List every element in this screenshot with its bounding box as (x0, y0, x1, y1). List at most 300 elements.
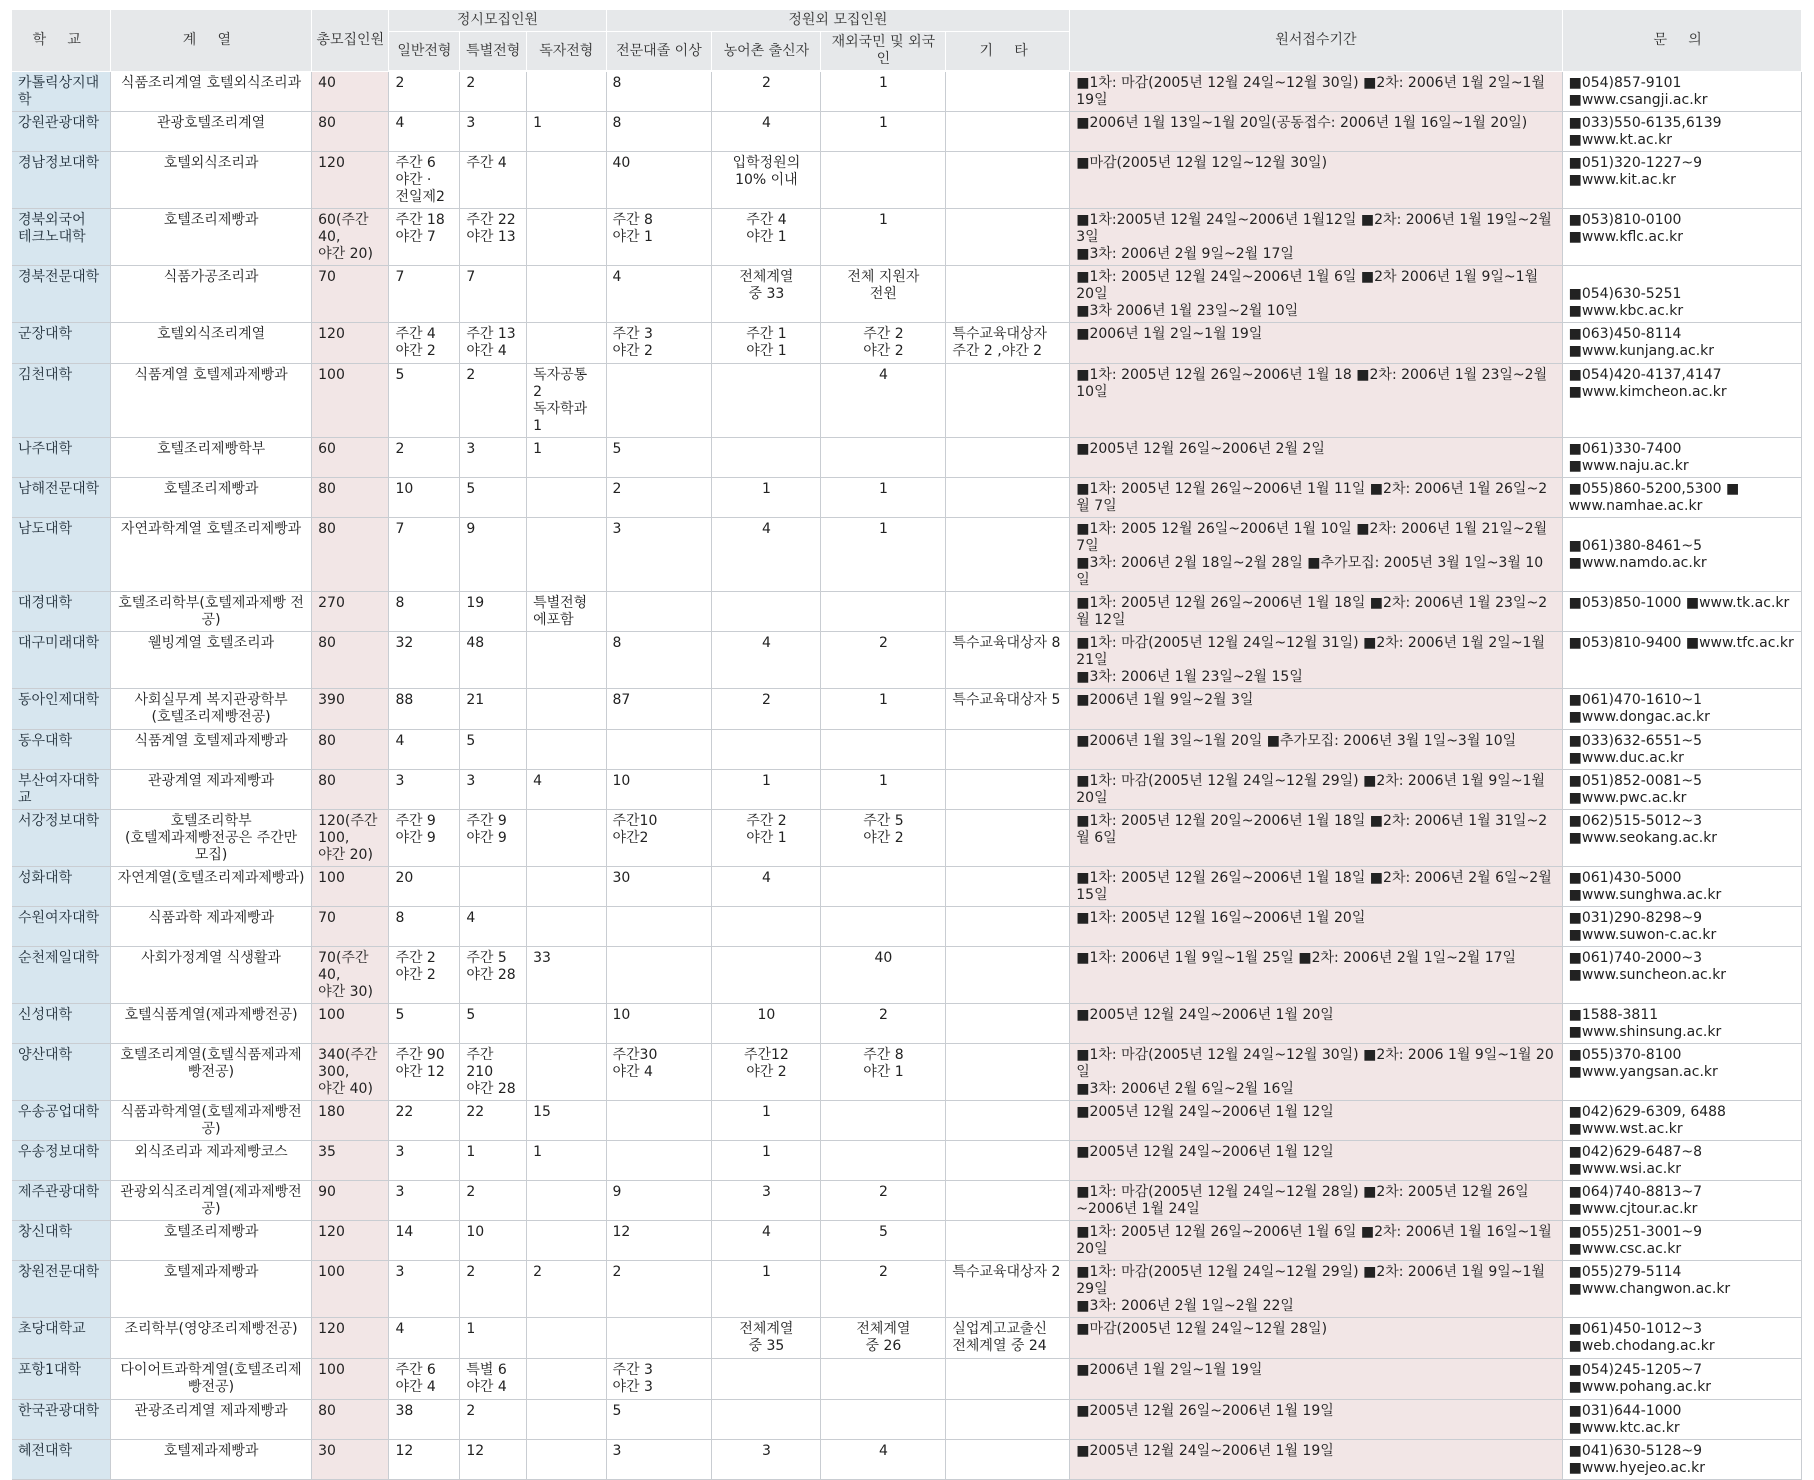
total-cell: 180 (312, 1100, 389, 1140)
regular-special-cell: 3 (460, 111, 527, 151)
regular-general-cell: 3 (389, 1180, 460, 1220)
extra-other-cell: 특수교육대상자 8 (946, 631, 1070, 688)
extra-overseas-cell: 5 (821, 1220, 946, 1260)
total-cell: 60(주간 40, 야간 20) (312, 208, 389, 265)
period-cell: ■2006년 1월 13일~1월 20일(공동접수: 2006년 1월 16일~1월 20일) (1070, 111, 1562, 151)
extra-overseas-cell: 2 (821, 1260, 946, 1317)
extra-overseas-cell (821, 1100, 946, 1140)
contact-cell: ■053)850-1000 ■www.tk.ac.kr (1562, 591, 1801, 631)
extra-other-cell (946, 517, 1070, 591)
school-cell: 포항1대학 (12, 1358, 110, 1399)
regular-special-cell (460, 866, 527, 906)
contact-cell: ■054)245-1205~7 ■www.pohang.ac.kr (1562, 1358, 1801, 1399)
header-extra-overseas: 재외국민 및 외국인 (821, 32, 946, 72)
extra-overseas-cell: 2 (821, 1003, 946, 1043)
table-row (12, 1003, 1802, 1043)
contact-cell: ■061)740-2000~3 ■www.suncheon.ac.kr (1562, 946, 1801, 1003)
regular-special-cell: 9 (460, 517, 527, 591)
regular-special-cell: 7 (460, 265, 527, 322)
school-cell: 군장대학 (12, 322, 110, 363)
regular-general-cell: 14 (389, 1220, 460, 1260)
total-cell: 80 (312, 111, 389, 151)
total-cell: 100 (312, 866, 389, 906)
contact-cell: ■1588-3811 ■www.shinsung.ac.kr (1562, 1003, 1801, 1043)
contact-cell: ■042)629-6487~8 ■www.wsi.ac.kr (1562, 1140, 1801, 1180)
period-cell: ■2005년 12월 26일~2006년 2월 2일 (1070, 437, 1562, 477)
regular-special-cell: 주간 4 (460, 151, 527, 208)
period-cell: ■2006년 1월 3일~1월 20일 ■추가모집: 2006년 3월 1일~3월 10일 (1070, 729, 1562, 769)
dept-cell: 외식조리과 제과제빵코스 (110, 1140, 311, 1180)
school-cell: 한국관광대학 (12, 1399, 110, 1439)
regular-special-cell: 주간 9 야간 9 (460, 809, 527, 866)
regular-general-cell: 주간 18 야간 7 (389, 208, 460, 265)
total-cell: 100 (312, 1358, 389, 1399)
extra-other-cell (946, 591, 1070, 631)
regular-own-cell (527, 809, 606, 866)
school-cell: 경남정보대학 (12, 151, 110, 208)
contact-cell: ■061)470-1610~1 ■www.dongac.ac.kr (1562, 688, 1801, 729)
table-row (12, 729, 1802, 769)
header-extra-rural: 농어촌 출신자 (712, 32, 821, 72)
regular-own-cell (527, 1358, 606, 1399)
extra-college-cell: 40 (606, 151, 712, 208)
contact-cell: ■055)251-3001~9 ■www.csc.ac.kr (1562, 1220, 1801, 1260)
extra-college-cell: 2 (606, 1260, 712, 1317)
period-cell: ■1차: 2005년 12월 26일~2006년 1월 18 ■2차: 2006년 1월 23일~2월 10일 (1070, 363, 1562, 437)
extra-overseas-cell: 1 (821, 71, 946, 111)
extra-rural-cell: 1 (712, 1100, 821, 1140)
extra-college-cell (606, 363, 712, 437)
extra-other-cell (946, 906, 1070, 946)
extra-rural-cell: 주간 1 야간 1 (712, 322, 821, 363)
regular-general-cell: 8 (389, 906, 460, 946)
dept-cell: 호텔조리제빵과 (110, 477, 311, 517)
period-cell: ■1차:2005년 12월 24일~2006년 1월12일 ■2차: 2006년 1월 19일~2월 3일 ■3차: 2006년 2월 9일~2월 17일 (1070, 208, 1562, 265)
extra-rural-cell: 2 (712, 688, 821, 729)
regular-own-cell: 1 (527, 437, 606, 477)
extra-other-cell (946, 946, 1070, 1003)
school-cell: 남도대학 (12, 517, 110, 591)
extra-rural-cell: 4 (712, 866, 821, 906)
school-cell: 창원전문대학 (12, 1260, 110, 1317)
extra-overseas-cell: 주간 8 야간 1 (821, 1043, 946, 1100)
extra-college-cell (606, 729, 712, 769)
regular-own-cell (527, 906, 606, 946)
header-extra-other: 기 타 (946, 32, 1070, 72)
extra-rural-cell: 2 (712, 71, 821, 111)
extra-other-cell (946, 809, 1070, 866)
regular-special-cell: 주간 5 야간 28 (460, 946, 527, 1003)
total-cell: 390 (312, 688, 389, 729)
extra-rural-cell: 4 (712, 517, 821, 591)
school-cell: 경북전문대학 (12, 265, 110, 322)
extra-college-cell: 8 (606, 71, 712, 111)
extra-rural-cell: 4 (712, 631, 821, 688)
extra-overseas-cell: 주간 5 야간 2 (821, 809, 946, 866)
extra-overseas-cell: 1 (821, 208, 946, 265)
regular-general-cell: 주간 9 야간 9 (389, 809, 460, 866)
extra-college-cell: 8 (606, 111, 712, 151)
extra-rural-cell: 10 (712, 1003, 821, 1043)
regular-general-cell: 3 (389, 1140, 460, 1180)
regular-special-cell: 주간 22 야간 13 (460, 208, 527, 265)
regular-own-cell (527, 688, 606, 729)
contact-cell: ■055)370-8100 ■www.yangsan.ac.kr (1562, 1043, 1801, 1100)
period-cell: ■마감(2005년 12월 12일~12월 30일) (1070, 151, 1562, 208)
contact-cell: ■054)857-9101 ■www.csangji.ac.kr (1562, 71, 1801, 111)
total-cell: 80 (312, 477, 389, 517)
school-cell: 제주관광대학 (12, 1180, 110, 1220)
total-cell: 90 (312, 1180, 389, 1220)
extra-rural-cell (712, 363, 821, 437)
school-cell: 남해전문대학 (12, 477, 110, 517)
extra-other-cell (946, 1180, 1070, 1220)
extra-overseas-cell: 1 (821, 111, 946, 151)
contact-cell: ■041)630-5128~9 ■www.hyejeo.ac.kr (1562, 1439, 1801, 1479)
dept-cell: 관광외식조리계열(제과제빵전공) (110, 1180, 311, 1220)
regular-own-cell (527, 1317, 606, 1358)
extra-overseas-cell (821, 729, 946, 769)
period-cell: ■2005년 12월 26일~2006년 1월 19일 (1070, 1399, 1562, 1439)
school-cell: 수원여자대학 (12, 906, 110, 946)
regular-own-cell: 2 (527, 1260, 606, 1317)
table-row (12, 946, 1802, 1003)
table-row (12, 1317, 1802, 1358)
extra-college-cell (606, 591, 712, 631)
regular-general-cell: 주간 90 야간 12 (389, 1043, 460, 1100)
extra-college-cell: 주간 8 야간 1 (606, 208, 712, 265)
regular-special-cell: 4 (460, 906, 527, 946)
regular-own-cell (527, 1439, 606, 1479)
header-regular-group: 정시모집인원 (389, 10, 606, 32)
dept-cell: 식품과학 제과제빵과 (110, 906, 311, 946)
extra-rural-cell (712, 906, 821, 946)
dept-cell: 자연과학계열 호텔조리제빵과 (110, 517, 311, 591)
extra-college-cell: 주간10 야간2 (606, 809, 712, 866)
dept-cell: 식품계열 호텔제과제빵과 (110, 363, 311, 437)
school-cell: 서강정보대학 (12, 809, 110, 866)
admission-table (12, 10, 1802, 1480)
table-row (12, 769, 1802, 809)
extra-college-cell (606, 1140, 712, 1180)
total-cell: 120 (312, 151, 389, 208)
regular-special-cell: 3 (460, 437, 527, 477)
school-cell: 김천대학 (12, 363, 110, 437)
regular-own-cell (527, 1043, 606, 1100)
extra-rural-cell: 주간12 야간 2 (712, 1043, 821, 1100)
total-cell: 120 (312, 1220, 389, 1260)
extra-overseas-cell: 1 (821, 477, 946, 517)
extra-overseas-cell (821, 151, 946, 208)
regular-general-cell: 5 (389, 363, 460, 437)
table-row (12, 688, 1802, 729)
header-contact: 문 의 (1562, 10, 1801, 71)
header-school: 학 교 (12, 10, 110, 71)
contact-cell: ■061)330-7400 ■www.naju.ac.kr (1562, 437, 1801, 477)
extra-overseas-cell: 4 (821, 363, 946, 437)
table-row (12, 1358, 1802, 1399)
extra-rural-cell (712, 437, 821, 477)
dept-cell: 관광호텔조리계열 (110, 111, 311, 151)
regular-general-cell: 22 (389, 1100, 460, 1140)
regular-own-cell (527, 631, 606, 688)
period-cell: ■마감(2005년 12월 24일~12월 28일) (1070, 1317, 1562, 1358)
extra-college-cell: 5 (606, 437, 712, 477)
contact-cell: ■055)279-5114 ■www.changwon.ac.kr (1562, 1260, 1801, 1317)
regular-own-cell: 33 (527, 946, 606, 1003)
table-row (12, 1180, 1802, 1220)
period-cell: ■1차: 마감(2005년 12월 24일~12월 31일) ■2차: 2006년 1월 2일~1월 21일 ■3차: 2006년 1월 23일~2월 15일 (1070, 631, 1562, 688)
regular-own-cell (527, 71, 606, 111)
school-cell: 혜전대학 (12, 1439, 110, 1479)
period-cell: ■2005년 12월 24일~2006년 1월 19일 (1070, 1439, 1562, 1479)
period-cell: ■1차: 마감(2005년 12월 24일~12월 28일) ■2차: 2005년 12월 26일~2006년 1월 24일 (1070, 1180, 1562, 1220)
regular-own-cell (527, 477, 606, 517)
total-cell: 80 (312, 729, 389, 769)
school-cell: 우송정보대학 (12, 1140, 110, 1180)
extra-other-cell (946, 1043, 1070, 1100)
total-cell: 80 (312, 631, 389, 688)
dept-cell: 호텔조리제빵학부 (110, 437, 311, 477)
extra-overseas-cell (821, 1140, 946, 1180)
regular-own-cell (527, 866, 606, 906)
extra-college-cell: 9 (606, 1180, 712, 1220)
extra-rural-cell (712, 1358, 821, 1399)
table-row (12, 322, 1802, 363)
regular-special-cell: 주간 210 야간 28 (460, 1043, 527, 1100)
regular-general-cell: 주간 4 야간 2 (389, 322, 460, 363)
regular-general-cell: 주간 6 야간 4 (389, 1358, 460, 1399)
regular-special-cell: 특별 6 야간 4 (460, 1358, 527, 1399)
header-extra-college: 전문대졸 이상 (606, 32, 712, 72)
extra-overseas-cell (821, 437, 946, 477)
contact-cell: ■053)810-9400 ■www.tfc.ac.kr (1562, 631, 1801, 688)
table-row (12, 591, 1802, 631)
dept-cell: 조리학부(영양조리제빵전공) (110, 1317, 311, 1358)
total-cell: 100 (312, 1260, 389, 1317)
regular-own-cell: 1 (527, 1140, 606, 1180)
regular-own-cell (527, 1180, 606, 1220)
extra-college-cell: 12 (606, 1220, 712, 1260)
regular-general-cell: 38 (389, 1399, 460, 1439)
extra-college-cell: 3 (606, 1439, 712, 1479)
table-row (12, 866, 1802, 906)
dept-cell: 식품계열 호텔제과제빵과 (110, 729, 311, 769)
regular-special-cell: 2 (460, 363, 527, 437)
regular-general-cell: 7 (389, 517, 460, 591)
extra-other-cell (946, 866, 1070, 906)
extra-overseas-cell: 전체계열 중 26 (821, 1317, 946, 1358)
regular-general-cell: 32 (389, 631, 460, 688)
contact-cell: ■051)320-1227~9 ■www.kit.ac.kr (1562, 151, 1801, 208)
contact-cell: ■054)420-4137,4147 ■www.kimcheon.ac.kr (1562, 363, 1801, 437)
table-row (12, 477, 1802, 517)
table-row (12, 631, 1802, 688)
regular-general-cell: 3 (389, 769, 460, 809)
contact-cell: ■033)632-6551~5 ■www.duc.ac.kr (1562, 729, 1801, 769)
regular-special-cell: 22 (460, 1100, 527, 1140)
regular-own-cell: 4 (527, 769, 606, 809)
extra-other-cell (946, 437, 1070, 477)
period-cell: ■1차: 마감(2005년 12월 24일~12월 29일) ■2차: 2006년 1월 9일~1월 29일 ■3차: 2006년 2월 1일~2월 22일 (1070, 1260, 1562, 1317)
dept-cell: 호텔조리학부(호텔제과제빵 전공) (110, 591, 311, 631)
extra-overseas-cell: 2 (821, 1180, 946, 1220)
extra-college-cell: 5 (606, 1399, 712, 1439)
regular-special-cell: 2 (460, 1399, 527, 1439)
table-body (12, 71, 1802, 1479)
regular-own-cell (527, 517, 606, 591)
school-cell: 경북외국어 테크노대학 (12, 208, 110, 265)
school-cell: 성화대학 (12, 866, 110, 906)
regular-own-cell: 15 (527, 1100, 606, 1140)
dept-cell: 웰빙계열 호텔조리과 (110, 631, 311, 688)
regular-special-cell: 2 (460, 1260, 527, 1317)
extra-rural-cell: 4 (712, 1220, 821, 1260)
extra-rural-cell: 4 (712, 111, 821, 151)
extra-other-cell (946, 1399, 1070, 1439)
contact-cell: ■061)450-1012~3 ■web.chodang.ac.kr (1562, 1317, 1801, 1358)
extra-college-cell: 10 (606, 769, 712, 809)
total-cell: 35 (312, 1140, 389, 1180)
period-cell: ■1차: 2005년 12월 26일~2006년 1월 6일 ■2차: 2006년 1월 16일~1월 20일 (1070, 1220, 1562, 1260)
table-row (12, 151, 1802, 208)
regular-general-cell: 4 (389, 1317, 460, 1358)
table-row (12, 1439, 1802, 1479)
table-row (12, 111, 1802, 151)
regular-general-cell: 주간 6 야간 · 전일제2 (389, 151, 460, 208)
extra-college-cell (606, 946, 712, 1003)
dept-cell: 호텔제과제빵과 (110, 1439, 311, 1479)
extra-other-cell: 특수교육대상자 5 (946, 688, 1070, 729)
extra-rural-cell (712, 591, 821, 631)
extra-rural-cell: 3 (712, 1439, 821, 1479)
regular-special-cell: 5 (460, 477, 527, 517)
school-cell: 부산여자대학교 (12, 769, 110, 809)
regular-own-cell (527, 322, 606, 363)
extra-college-cell: 2 (606, 477, 712, 517)
extra-college-cell (606, 1317, 712, 1358)
total-cell: 80 (312, 1399, 389, 1439)
extra-rural-cell: 3 (712, 1180, 821, 1220)
period-cell: ■1차: 2005년 12월 24일~2006년 1월 6일 ■2차 2006년 1월 9일~1월 20일 ■3차 2006년 1월 23일~2월 10일 (1070, 265, 1562, 322)
school-cell: 동아인제대학 (12, 688, 110, 729)
table-row (12, 363, 1802, 437)
extra-rural-cell: 주간 2 야간 1 (712, 809, 821, 866)
extra-other-cell (946, 111, 1070, 151)
table-row (12, 265, 1802, 322)
total-cell: 100 (312, 1003, 389, 1043)
extra-overseas-cell (821, 1358, 946, 1399)
extra-college-cell: 주간 3 야간 3 (606, 1358, 712, 1399)
regular-special-cell: 1 (460, 1140, 527, 1180)
extra-overseas-cell (821, 906, 946, 946)
table-row (12, 906, 1802, 946)
school-cell: 양산대학 (12, 1043, 110, 1100)
dept-cell: 자연계열(호텔조리제과제빵과) (110, 866, 311, 906)
extra-overseas-cell: 4 (821, 1439, 946, 1479)
contact-cell: ■051)852-0081~5 ■www.pwc.ac.kr (1562, 769, 1801, 809)
extra-other-cell (946, 1140, 1070, 1180)
header-extra-group: 정원외 모집인원 (606, 10, 1070, 32)
contact-cell: ■064)740-8813~7 ■www.cjtour.ac.kr (1562, 1180, 1801, 1220)
extra-rural-cell (712, 946, 821, 1003)
regular-special-cell: 5 (460, 729, 527, 769)
extra-overseas-cell: 1 (821, 769, 946, 809)
extra-other-cell (946, 1439, 1070, 1479)
extra-overseas-cell: 주간 2 야간 2 (821, 322, 946, 363)
contact-cell: ■063)450-8114 ■www.kunjang.ac.kr (1562, 322, 1801, 363)
school-cell: 대구미래대학 (12, 631, 110, 688)
header-period: 원서접수기간 (1070, 10, 1562, 71)
total-cell: 270 (312, 591, 389, 631)
dept-cell: 호텔조리제빵과 (110, 1220, 311, 1260)
table-row (12, 1140, 1802, 1180)
regular-general-cell: 7 (389, 265, 460, 322)
table-row (12, 517, 1802, 591)
extra-other-cell: 특수교육대상자 2 (946, 1260, 1070, 1317)
table-row (12, 1399, 1802, 1439)
extra-other-cell (946, 729, 1070, 769)
extra-overseas-cell: 2 (821, 631, 946, 688)
regular-general-cell: 8 (389, 591, 460, 631)
regular-special-cell: 2 (460, 1180, 527, 1220)
extra-other-cell: 실업계고교출신 전체계열 중 24 (946, 1317, 1070, 1358)
dept-cell: 관광조리계열 제과제빵과 (110, 1399, 311, 1439)
contact-cell: ■031)290-8298~9 ■www.suwon-c.ac.kr (1562, 906, 1801, 946)
extra-college-cell: 3 (606, 517, 712, 591)
dept-cell: 다이어트과학계열(호텔조리제빵전공) (110, 1358, 311, 1399)
extra-rural-cell: 1 (712, 477, 821, 517)
extra-rural-cell (712, 1399, 821, 1439)
extra-overseas-cell (821, 866, 946, 906)
dept-cell: 식품과학계열(호텔제과제빵전공) (110, 1100, 311, 1140)
contact-cell: ■042)629-6309, 6488 ■www.wst.ac.kr (1562, 1100, 1801, 1140)
total-cell: 340(주간 300, 야간 40) (312, 1043, 389, 1100)
table-row (12, 809, 1802, 866)
extra-rural-cell: 전체계열 중 35 (712, 1317, 821, 1358)
regular-special-cell: 12 (460, 1439, 527, 1479)
extra-college-cell: 4 (606, 265, 712, 322)
extra-overseas-cell: 1 (821, 517, 946, 591)
extra-other-cell (946, 769, 1070, 809)
total-cell: 70 (312, 906, 389, 946)
extra-rural-cell: 주간 4 야간 1 (712, 208, 821, 265)
regular-general-cell: 4 (389, 111, 460, 151)
period-cell: ■2006년 1월 2일~1월 19일 (1070, 322, 1562, 363)
regular-own-cell (527, 265, 606, 322)
regular-own-cell (527, 208, 606, 265)
header-regular-special: 특별전형 (460, 32, 527, 72)
school-cell: 대경대학 (12, 591, 110, 631)
regular-general-cell: 3 (389, 1260, 460, 1317)
contact-cell: ■061)380-8461~5 ■www.namdo.ac.kr (1562, 517, 1801, 591)
total-cell: 120 (312, 1317, 389, 1358)
extra-other-cell (946, 477, 1070, 517)
period-cell: ■2005년 12월 24일~2006년 1월 20일 (1070, 1003, 1562, 1043)
header-regular-general: 일반전형 (389, 32, 460, 72)
regular-general-cell: 12 (389, 1439, 460, 1479)
period-cell: ■1차: 2005년 12월 26일~2006년 1월 11일 ■2차: 2006년 1월 26일~2월 7일 (1070, 477, 1562, 517)
dept-cell: 식품가공조리과 (110, 265, 311, 322)
total-cell: 60 (312, 437, 389, 477)
extra-other-cell (946, 71, 1070, 111)
extra-college-cell: 87 (606, 688, 712, 729)
header-total: 총모집인원 (312, 10, 389, 71)
total-cell: 120(주간100, 야간 20) (312, 809, 389, 866)
regular-special-cell: 2 (460, 71, 527, 111)
table-row (12, 1260, 1802, 1317)
regular-special-cell: 19 (460, 591, 527, 631)
